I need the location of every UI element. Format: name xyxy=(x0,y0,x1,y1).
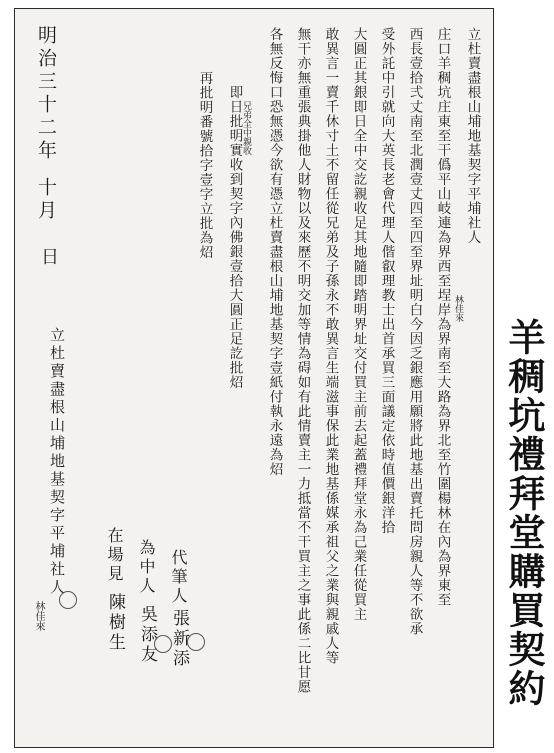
body-line-1: 立杜賣盡根山埔地基契字平埔社人 xyxy=(464,27,481,245)
seller-name: 林佳來 xyxy=(33,601,44,631)
note-number-line: 再批明番號拾字壹字立批為炤 xyxy=(196,71,213,260)
body-line-5: 大圓正其銀即日全中交訖親收足其地隨即踏明界址交付買主前去起蓋禮拜堂永為己業任從買主 xyxy=(350,27,367,622)
seal-mark xyxy=(187,633,205,651)
signatory-name-witness: 陳樹生 xyxy=(105,593,125,653)
body-line-6: 敢異言一賣千休寸土不留任從兄弟及子孫永不敢異言生端滋事保此業地基係媒承祖父之業與親戚人等 xyxy=(322,27,339,665)
body-line-2: 庄口羊稠坑庄東至干僞平山岐連為界西至埕岸為界南至大路為界北至竹圍楊林在內為界東至 xyxy=(434,27,451,607)
body-line-7: 無干亦無重張典掛他人財物以及來歷不明交加等情為碍如有此情賣主一力抵當不干買主之事此係二比甘愿 xyxy=(294,27,311,694)
note-brothers-received: 兄弟全中親收 xyxy=(241,101,251,155)
seal-mark xyxy=(59,591,77,609)
date-month: 十月 xyxy=(35,177,57,223)
body-line-3: 西長壹拾弍丈南至北潤壹丈四至四至界址明白今因乏銀應用願將此地基出賣托問房親人等不欲承 xyxy=(406,27,423,636)
date-day: 日 xyxy=(38,247,59,269)
body-line-4: 受外託中引就向大英長老會代理人偕叡理教士出首承買三面議定依時值價銀洋拾 xyxy=(378,27,395,535)
date-era: 明治三十二年 xyxy=(35,25,57,163)
signatory-name-middleman: 吳添友 xyxy=(137,605,157,665)
signatory-role-middleman: 為中人 xyxy=(137,539,156,596)
body-line-8: 各無反悔口恐無憑今欲有憑立杜賣盡根山埔地基契字壹紙付執永遠為炤 xyxy=(266,27,283,477)
seal-mark xyxy=(154,635,172,653)
contract-document xyxy=(14,8,494,748)
signatory-role-writer: 代筆人 xyxy=(169,549,188,606)
seller-line: 立杜賣盡根山埔地基契字平埔社人 xyxy=(48,327,66,597)
body-line-1-note: 林佳來 xyxy=(453,295,463,322)
note-receipt-line: 即日批明實收到契字內佛銀壹拾大圓正足訖批炤 xyxy=(226,85,243,390)
signatory-role-witness: 在場見 xyxy=(105,527,124,584)
document-caption: 羊稠坑禮拜堂購買契約 xyxy=(502,318,546,708)
signatory-name-writer: 張新添 xyxy=(169,609,189,669)
